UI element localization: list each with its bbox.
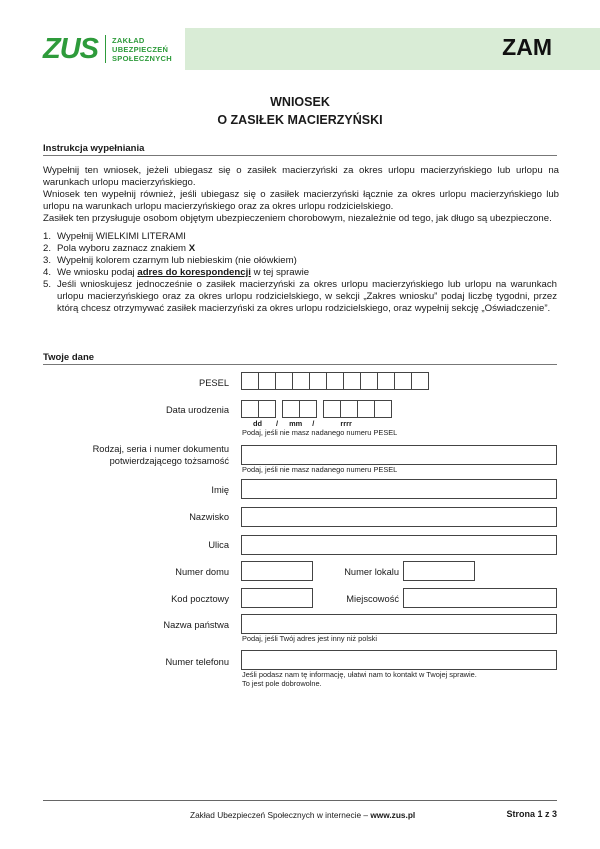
apartment-number-label: Numer lokalu (344, 567, 399, 577)
birth-date-year-cell[interactable] (323, 400, 341, 418)
pesel-digit-cell[interactable] (241, 372, 259, 390)
birth-date-month-cell[interactable] (299, 400, 317, 418)
list-item-number: 5. (43, 279, 52, 290)
phone-field[interactable] (241, 650, 557, 670)
list-item-text-part: Pola wyboru zaznacz znakiem (57, 243, 189, 254)
country-label: Nazwa państwa (163, 620, 229, 630)
footer-text (190, 810, 415, 820)
instructions-paragraph: Wniosek ten wypełnij również, jeśli ubiegasz się o zasiłek macierzyński łącznie za okres urlopu macierzyńskiego lub urlopu na warunkach urlopu macierzyńskiego oraz za okres urlopu rodzicielskiego. (43, 189, 559, 212)
birth-date-year-cell[interactable] (357, 400, 375, 418)
form-title-line1: WNIOSEK (270, 95, 330, 109)
pesel-digit-cell[interactable] (275, 372, 293, 390)
birth-date-hint: Podaj, jeśli nie masz nadanego numeru PESEL (242, 428, 398, 437)
logo-name: ZAKŁAD UBEZPIECZEŃ SPOŁECZNYCH (112, 35, 172, 63)
last-name-field[interactable] (241, 507, 557, 527)
list-item (43, 231, 557, 243)
house-number-label: Numer domu (175, 567, 229, 577)
city-field[interactable] (403, 588, 557, 608)
pesel-digit-cell[interactable] (309, 372, 327, 390)
instructions-heading: Instrukcja wypełniania (43, 143, 145, 154)
house-number-field[interactable] (241, 561, 313, 581)
pesel-digit-cell[interactable] (377, 372, 395, 390)
list-item-number: 2. (43, 243, 52, 254)
date-format-day: dd (253, 419, 263, 428)
pesel-digit-cell[interactable] (292, 372, 310, 390)
list-item-text-emphasis: adres do korespondencji (137, 267, 251, 278)
list-item-text-part: We wniosku podaj (57, 267, 138, 278)
country-field[interactable] (241, 614, 557, 634)
pesel-digit-cell[interactable] (258, 372, 276, 390)
footer-divider (43, 800, 557, 801)
city-label: Miejscowość (346, 594, 399, 604)
footer-text-label: Zakład Ubezpieczeń Społecznych w internecie – (190, 810, 371, 820)
id-document-field[interactable] (241, 445, 557, 465)
first-name-label: Imię (211, 485, 229, 495)
list-item-number: 3. (43, 255, 52, 266)
phone-label: Numer telefonu (165, 657, 229, 667)
divider (43, 364, 557, 365)
date-format-year: rrrr (340, 419, 352, 428)
pesel-label: PESEL (199, 378, 229, 388)
list-item-text: Jeśli wnioskujesz jednocześnie o zasiłek macierzyński za okres urlopu macierzyńskiego lub urlopu na warunkach urlopu macierzyńskiego oraz za okres urlopu rodzicielskiego, w sekcji „Zakres wniosku” podaj liczbę tygodni, przez którą chcesz otrzymywać zasiłek macierzyński za okres urlopu rodzicielskiego, oraz wypełnij sekcję „Oświadczenie”. (57, 279, 557, 314)
birth-date-month-cell[interactable] (282, 400, 300, 418)
pesel-digit-cell[interactable] (326, 372, 344, 390)
date-format-separator: / (276, 419, 279, 428)
street-field[interactable] (241, 535, 557, 555)
last-name-label: Nazwisko (189, 512, 229, 522)
list-item-text (57, 243, 557, 255)
id-document-label: Rodzaj, seria i numer dokumentu potwierdzającego tożsamość (92, 444, 229, 466)
date-format-separator: / (312, 419, 315, 428)
pesel-digit-cell[interactable] (394, 372, 412, 390)
street-label: Ulica (208, 540, 229, 550)
list-item-text (57, 267, 557, 279)
birth-date-year-cell[interactable] (340, 400, 358, 418)
id-document-hint: Podaj, jeśli nie masz nadanego numeru PESEL (242, 465, 398, 474)
postal-code-field[interactable] (241, 588, 313, 608)
country-hint: Podaj, jeśli Twój adres jest inny niż polski (242, 634, 378, 643)
zus-logo (43, 33, 172, 65)
birth-date-year-cell[interactable] (374, 400, 392, 418)
list-item-number: 4. (43, 267, 52, 278)
list-item (43, 243, 557, 255)
list-item (43, 279, 557, 315)
your-data-heading: Twoje dane (43, 352, 95, 363)
phone-hint: Jeśli podasz nam tę informację, ułatwi nam to kontakt w Twojej sprawie. To jest pole dobrowolne. (242, 670, 477, 688)
list-item-text-bold: X (188, 243, 196, 254)
pesel-field[interactable] (241, 372, 429, 390)
list-item-text-part: w tej sprawie (250, 267, 310, 278)
list-item-text: Wypełnij WIELKIMI LITERAMI (57, 231, 186, 242)
postal-code-label: Kod pocztowy (171, 594, 229, 604)
form-code: ZAM (502, 34, 552, 60)
instructions-text (43, 165, 559, 225)
birth-date-field[interactable] (241, 400, 392, 418)
logo-separator (105, 35, 106, 63)
list-item (43, 267, 557, 279)
first-name-field[interactable] (241, 479, 557, 499)
list-item (43, 255, 557, 267)
pesel-digit-cell[interactable] (360, 372, 378, 390)
pesel-digit-cell[interactable] (411, 372, 429, 390)
footer-website-link[interactable]: www.zus.pl (370, 810, 416, 820)
apartment-number-field[interactable] (403, 561, 475, 581)
divider (43, 155, 557, 156)
date-format-month: mm (289, 419, 303, 428)
birth-date-label: Data urodzenia (165, 405, 229, 415)
pesel-digit-cell[interactable] (343, 372, 361, 390)
form-title-line2: O ZASIŁEK MACIERZYŃSKI (217, 113, 383, 127)
instructions-list (43, 231, 557, 315)
birth-date-day-cell[interactable] (258, 400, 276, 418)
date-format-hint (253, 419, 352, 428)
page-number: Strona 1 z 3 (506, 809, 557, 819)
list-item-number: 1. (43, 231, 52, 242)
list-item-text: Wypełnij kolorem czarnym lub niebieskim (nie ołówkiem) (57, 255, 297, 266)
logo-mark: ZUS (43, 33, 98, 65)
instructions-paragraph: Wypełnij ten wniosek, jeżeli ubiegasz się o zasiłek macierzyński za okres urlopu macierzyńskiego lub urlopu na warunkach urlopu macierzyńskiego. (43, 165, 559, 188)
instructions-paragraph: Zasiłek ten przysługuje osobom objętym ubezpieczeniem chorobowym, niezależnie od tego, jak długo są ubezpieczone. (43, 213, 552, 224)
birth-date-day-cell[interactable] (241, 400, 259, 418)
